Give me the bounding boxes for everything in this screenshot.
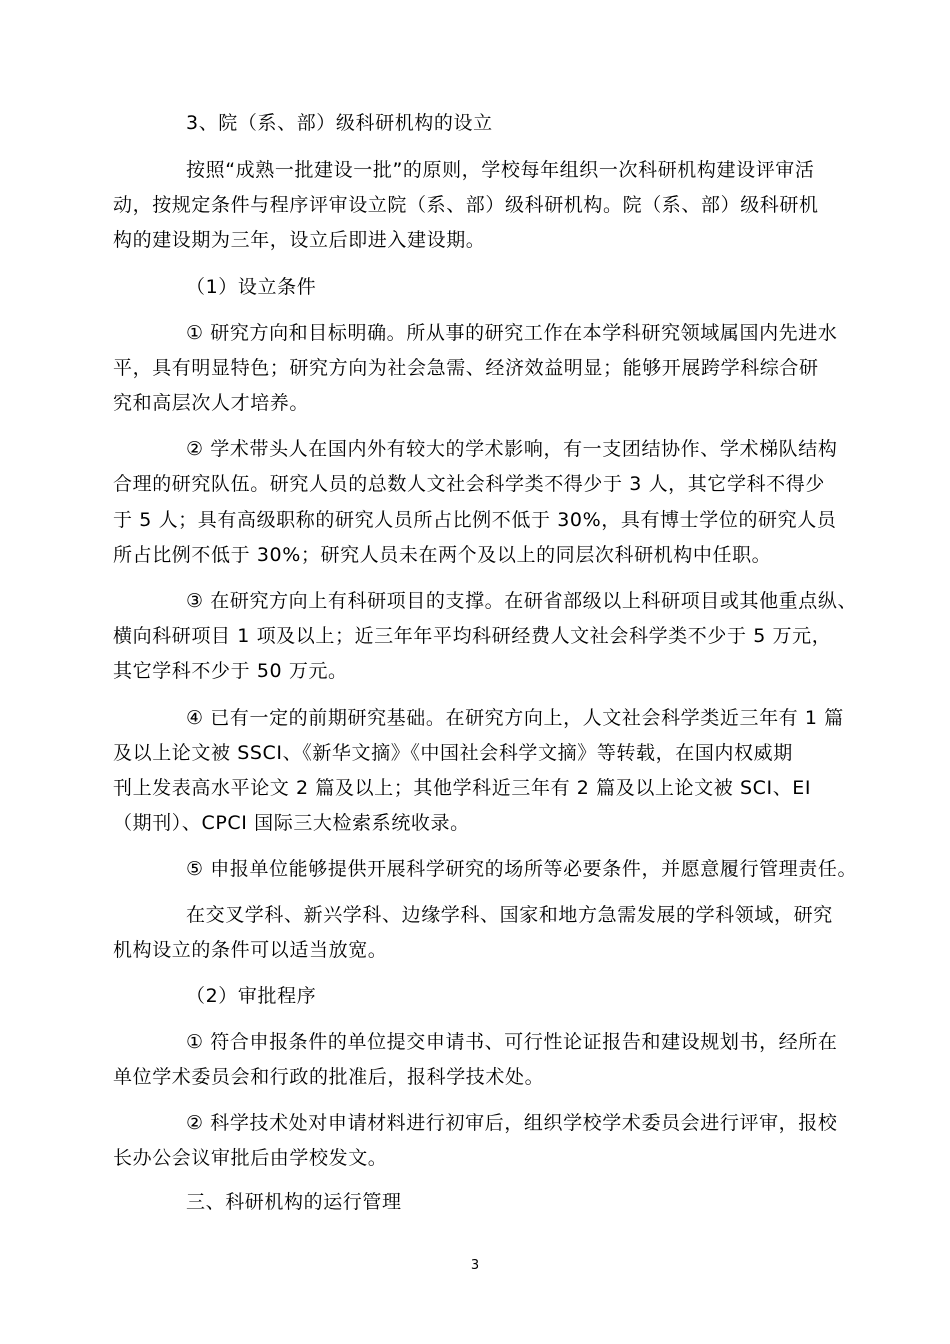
subheading-approval-procedure: （2）审批程序 (186, 985, 317, 1007)
paragraph-line: 于 5 人；具有高级职称的研究人员所占比例不低于 30%，具有博士学位的研究人员 (113, 509, 837, 531)
paragraph-line: ① 符合申报条件的单位提交申请书、可行性论证报告和建设规划书，经所在 (186, 1031, 838, 1053)
paragraph-line: 构的建设期为三年，设立后即进入建设期。 (113, 229, 486, 251)
subheading-establishment-conditions: （1）设立条件 (186, 276, 317, 298)
paragraph-line: 及以上论文被 SSCI、《新华文摘》《中国社会科学文摘》等转载，在国内权威期 (113, 742, 793, 764)
paragraph-line: 在交叉学科、新兴学科、边缘学科、国家和地方急需发展的学科领域，研究 (186, 904, 833, 926)
section-heading-institute-research-establishment: 3、院（系、部）级科研机构的设立 (186, 112, 493, 134)
paragraph-line: ④ 已有一定的前期研究基础。在研究方向上，人文社会科学类近三年有 1 篇 (186, 707, 844, 729)
paragraph-line: 究和高层次人才培养。 (113, 392, 310, 414)
paragraph-line: 单位学术委员会和行政的批准后，报科学技术处。 (113, 1066, 545, 1088)
paragraph-line: （期刊）、CPCI 国际三大检索系统收录。 (113, 812, 470, 834)
paragraph-line: 合理的研究队伍。研究人员的总数人文社会科学类不得少于 3 人，其它学科不得少 (113, 473, 825, 495)
paragraph-line: ③ 在研究方向上有科研项目的支撑。在研省部级以上科研项目或其他重点纵、 (186, 590, 858, 612)
paragraph-line: 平，具有明显特色；研究方向为社会急需、经济效益明显；能够开展跨学科综合研 (113, 357, 819, 379)
paragraph-line: 其它学科不少于 50 万元。 (113, 660, 348, 682)
section-heading-operation-management: 三、科研机构的运行管理 (186, 1191, 402, 1213)
paragraph-line: ② 科学技术处对申请材料进行初审后，组织学校学术委员会进行评审，报校 (186, 1112, 838, 1134)
paragraph-line: ① 研究方向和目标明确。所从事的研究工作在本学科研究领域属国内先进水 (186, 322, 838, 344)
paragraph-line: 长办公会议审批后由学校发文。 (113, 1147, 388, 1169)
paragraph-line: 刊上发表高水平论文 2 篇及以上；其他学科近三年有 2 篇及以上论文被 SCI、EI (113, 777, 812, 799)
paragraph-line: 按照“成熟一批建设一批”的原则，学校每年组织一次科研机构建设评审活 (186, 159, 815, 181)
paragraph-line: ② 学术带头人在国内外有较大的学术影响，有一支团结协作、学术梯队结构 (186, 438, 838, 460)
paragraph-line: 动，按规定条件与程序评审设立院（系、部）级科研机构。院（系、部）级科研机 (113, 194, 819, 216)
paragraph-line: 横向科研项目 1 项及以上；近三年年平均科研经费人文社会科学类不少于 5 万元， (113, 625, 832, 647)
page-number: 3 (470, 1258, 480, 1273)
paragraph-line: 所占比例不低于 30%；研究人员未在两个及以上的同层次科研机构中任职。 (113, 544, 772, 566)
paragraph-line: 机构设立的条件可以适当放宽。 (113, 939, 388, 961)
paragraph-line: ⑤ 申报单位能够提供开展科学研究的场所等必要条件，并愿意履行管理责任。 (186, 858, 858, 880)
